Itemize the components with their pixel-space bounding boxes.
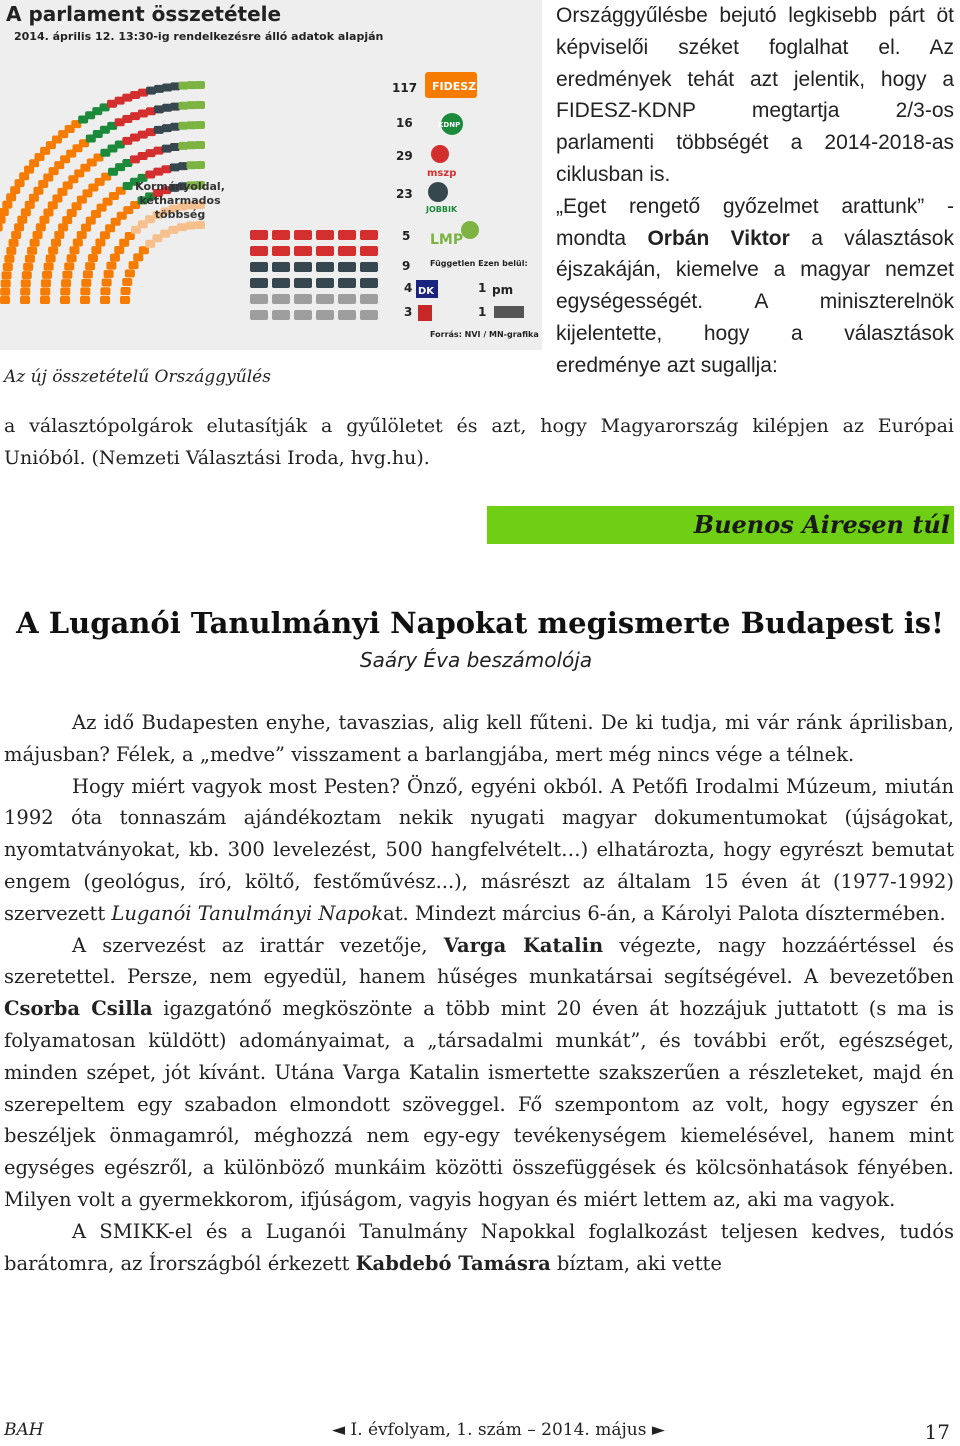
seat-dot <box>195 221 205 229</box>
seat-dot <box>360 230 378 240</box>
right-column-text <box>556 0 954 382</box>
seat-dot <box>81 279 91 287</box>
right-paragraph-2-end: a választások éjszakáján, kiemelve a magyar nemzet egységességét. A miniszterelnök kijelentette, hogy a választások eredménye azt sugallja: <box>556 226 954 377</box>
seat-dot <box>360 294 378 304</box>
seat-dot <box>100 231 110 239</box>
seat-dot <box>0 208 9 216</box>
seat-dot <box>64 262 74 270</box>
seat-dot <box>272 310 290 320</box>
image-caption: Az új összetételű Országgyűlés <box>4 367 271 387</box>
seat-count-kdnp: 16 <box>396 116 413 130</box>
csorba-csilla-name: Csorba Csilla <box>4 997 153 1021</box>
seat-count-jobbik: 23 <box>396 187 413 201</box>
seat-dot <box>2 271 12 279</box>
seat-dot <box>29 194 39 202</box>
seat-dot <box>0 288 10 296</box>
seat-dot <box>250 246 268 256</box>
seat-dot <box>316 278 334 288</box>
seat-dot <box>0 223 3 231</box>
seat-dot <box>2 201 12 209</box>
seat-dot <box>338 278 356 288</box>
article-body <box>4 707 954 1279</box>
seat-dot <box>106 262 116 270</box>
seat-dot <box>88 254 98 262</box>
seat-dot <box>316 294 334 304</box>
seat-dot <box>39 216 49 224</box>
seat-dot <box>14 223 24 231</box>
svg-text:JOBBIK: JOBBIK <box>426 205 458 214</box>
publication-abbrev: BAH <box>4 1420 44 1440</box>
seat-dot <box>338 246 356 256</box>
seat-dot <box>54 231 64 239</box>
article-paragraph-4: A SMIKK-el és a Luganói Tanulmány Napokkal foglalkozást teljesen kedves, tudós barátomra, az Írországból érkezett Kabdebó Tamásra bíztam, aki vette <box>4 1219 954 1275</box>
seat-dot <box>67 209 77 217</box>
seat-dot <box>129 261 139 269</box>
right-paragraph-2-start: „Eget rengető győzelmet arattunk” - mondta <box>556 194 954 250</box>
seat-dot <box>15 179 25 187</box>
seat-dot <box>62 216 72 224</box>
seat-dot <box>360 262 378 272</box>
government-majority-label: Kormányoldal, kétharmados többség <box>135 180 225 221</box>
seat-dot <box>20 288 30 296</box>
page-number: 17 <box>924 1420 950 1444</box>
seat-dot <box>36 223 46 231</box>
seat-count-independent: 9 <box>402 259 411 273</box>
seat-dot <box>272 246 290 256</box>
seat-dot <box>33 231 43 239</box>
seat-dot <box>272 262 290 272</box>
seat-dot <box>316 262 334 272</box>
infographic-subtitle: 2014. április 12. 13:30-ig rendelkezésre álló adatok alapján <box>14 30 384 43</box>
seat-dot <box>77 231 87 239</box>
seat-dot <box>316 310 334 320</box>
seat-dot <box>46 255 56 263</box>
seat-dot <box>62 271 72 279</box>
other-party-logo-2 <box>494 306 524 318</box>
seat-dot <box>294 310 312 320</box>
svg-text:FIDESZ: FIDESZ <box>432 80 477 93</box>
seat-dot <box>23 263 33 271</box>
seat-count-dk: 4 <box>404 281 413 295</box>
seat-dot <box>177 223 187 231</box>
seat-dot <box>43 209 53 217</box>
seat-dot <box>11 231 21 239</box>
seat-dot <box>44 263 54 271</box>
seat-dot <box>272 278 290 288</box>
seat-dot <box>67 254 77 262</box>
seat-count-fidesz: 117 <box>392 81 418 95</box>
independent-label: Független Ezen belül: <box>430 259 528 268</box>
seat-dot <box>195 161 205 169</box>
seat-dot <box>91 246 101 254</box>
seat-dot <box>10 186 20 194</box>
seat-dot <box>272 230 290 240</box>
svg-text:mszp: mszp <box>427 168 457 179</box>
seat-dot <box>80 296 90 304</box>
seat-dot <box>294 246 312 256</box>
seat-dot <box>22 271 32 279</box>
seat-dot <box>338 294 356 304</box>
seat-dot <box>83 270 93 278</box>
seat-dot <box>360 246 378 256</box>
seat-count-mszp: 29 <box>396 149 413 163</box>
seat-dot <box>48 247 58 255</box>
right-paragraph-1: Országgyűlésbe bejutó legkisebb párt öt képviselői széket foglalhat el. Az eredmények tehát azt jelentik, hogy a FIDESZ-KDNP megtartja 2/3-os parlamenti többségét a 2014-2018-as ciklusban is. <box>556 4 954 186</box>
seat-chart <box>0 0 542 350</box>
mszp-rose-icon <box>431 145 449 163</box>
seat-dot <box>250 230 268 240</box>
seat-dot <box>9 239 19 247</box>
seat-dot <box>20 296 30 304</box>
svg-text:KDNP: KDNP <box>438 121 461 129</box>
seat-dot <box>69 246 79 254</box>
page-footer <box>0 1414 960 1444</box>
seat-dot <box>6 247 16 255</box>
article-paragraph-1: Az idő Budapesten enyhe, tavaszias, alig kell fűteni. De ki tudja, mi vár ránk áprilisban, májusban? Félek, a „medve” visszament a barlangjába, mert még nincs vége a télnek. <box>4 711 954 766</box>
seat-dot <box>4 255 14 263</box>
seat-dot <box>21 208 31 216</box>
seat-dot <box>294 278 312 288</box>
seat-dot <box>168 226 178 234</box>
seat-dot <box>125 269 135 277</box>
seat-dot <box>294 262 312 272</box>
seat-dot <box>0 296 10 304</box>
seat-dot <box>121 287 131 295</box>
seat-dot <box>102 279 112 287</box>
seat-dot <box>360 310 378 320</box>
infographic-source: Forrás: NVI / MN-grafika <box>430 330 539 339</box>
infographic-title: A parlament összetétele <box>6 2 282 26</box>
parliament-infographic <box>0 0 542 350</box>
seat-dot <box>21 279 31 287</box>
seat-dot <box>42 271 52 279</box>
seat-dot <box>95 239 105 247</box>
seat-dot <box>40 288 50 296</box>
seat-dot <box>338 310 356 320</box>
seat-dot <box>40 296 50 304</box>
issue-info: ◄ I. évfolyam, 1. szám – 2014. május ► <box>332 1420 665 1440</box>
other-party-logo <box>418 305 432 321</box>
lmp-figure-icon <box>461 221 479 239</box>
party-legend <box>392 72 528 321</box>
jobbik-logo <box>428 182 448 202</box>
seat-dot <box>122 278 132 286</box>
varga-katalin-name: Varga Katalin <box>443 933 604 957</box>
seat-dot <box>114 246 124 254</box>
article-paragraph-3: A szervezést az irattár vezetője, Varga Katalin végezte, nagy hozzáértéssel és szeretettel. Persze, nem egyedül, hanem hűséges munkatársai segítségével. A bevezetőben Csorba Csilla igazgatónő megköszönte a több mint 20 éven át hozzájuk juttatott (s ma is folyamatosan küldött) adományaimat, a „társadalmi munkát”, és további erőt, egészséget, minden szépet, jót kívánt. Utána Varga Katalin ismertette szakszerűen a részleteket, majd én szerepeltem egy szabadon elmondott szöveggel. Fő szempontom az volt, hogy egyszer én beszéljek önmagamról, méghozzá nem egy-egy tevékenységem kiemelésével, hanem mint egységes egészről, a különböző munkáim közötti összefüggések és kölcsönhatások fényében. Milyen volt a gyermekkorom, ifjúságom, vagyis hogyan és miért lettem az, aki ma vagyok. <box>4 933 954 1211</box>
seat-dot <box>338 262 356 272</box>
seat-dot <box>133 253 143 261</box>
seat-dot <box>25 255 35 263</box>
kabdebo-tamas-name: Kabdebó Tamásra <box>355 1251 551 1275</box>
seat-dot <box>110 254 120 262</box>
seat-dot <box>316 230 334 240</box>
lmp-logo: LMP <box>430 232 464 248</box>
seat-count-other: 3 <box>404 305 413 319</box>
seat-dot <box>85 262 95 270</box>
seat-dot <box>80 287 90 295</box>
seat-dot <box>195 121 205 129</box>
seat-dot <box>60 288 70 296</box>
seat-dot <box>195 101 205 109</box>
pm-logo: pm <box>492 283 514 297</box>
seat-dot <box>0 216 6 224</box>
seat-dot <box>41 279 51 287</box>
seat-dot <box>250 262 268 272</box>
seat-dot <box>25 201 35 209</box>
seat-dot <box>360 278 378 288</box>
seat-count-pm: 1 <box>478 281 487 295</box>
seat-dot <box>27 247 37 255</box>
seat-dot <box>100 287 110 295</box>
seat-count-lmp: 5 <box>402 229 411 243</box>
banner-title: Buenos Airesen túl <box>693 510 950 539</box>
seat-dot <box>58 223 68 231</box>
seat-dot <box>186 222 196 230</box>
seat-dot <box>100 296 110 304</box>
seat-dot <box>294 230 312 240</box>
seat-dot <box>51 239 61 247</box>
orban-viktor-name: Orbán Viktor <box>647 226 790 250</box>
article-byline: Saáry Éva beszámolója <box>359 648 593 672</box>
seat-dot <box>48 201 58 209</box>
seat-dot <box>1 279 11 287</box>
seat-dot <box>81 224 91 232</box>
seat-dot <box>195 141 205 149</box>
seat-dot <box>338 230 356 240</box>
seat-dot <box>272 294 290 304</box>
seat-dot <box>60 296 70 304</box>
seat-count-other2: 1 <box>478 305 487 319</box>
article-paragraph-2: Hogy miért vagyok most Pesten? Önző, egyéni okból. A Petőfi Irodalmi Múzeum, miután 1992 óta tonnaszám ajándékoztam nekik nyugati magyar dokumentumokat (újságokat, nyomtatványokat, kb. 300 levelezést, 500 hangfelvételt…) elhatározta, hogy egyrészt bemutat engem (geológus, író, költő, festőművész...), másrészt az általam 15 éven át (1977-1992) szervezett Luganói Tanulmányi Napokat. Mindezt március 6-án, a Károlyi Palota dísztermében. <box>4 774 954 925</box>
seat-dot <box>3 263 13 271</box>
seat-dot <box>250 310 268 320</box>
seat-dot <box>120 296 130 304</box>
seat-dot <box>61 279 71 287</box>
seat-dot <box>17 216 27 224</box>
article-headline: A Luganói Tanulmányi Napokat megismerte Budapest is! <box>16 606 944 640</box>
seat-dot <box>30 239 40 247</box>
seat-dot <box>104 270 114 278</box>
seat-dot <box>250 278 268 288</box>
seat-dot <box>250 294 268 304</box>
seat-dot <box>294 294 312 304</box>
svg-text:DK: DK <box>418 286 435 297</box>
seat-dot <box>316 246 334 256</box>
seat-dot <box>195 81 205 89</box>
full-width-continuation: a választópolgárok elutasítják a gyűlöletet és azt, hogy Magyarország kilépjen az Európai Unióból. (Nemzeti Választási Iroda, hvg.hu). <box>4 415 954 469</box>
seat-dot <box>73 239 83 247</box>
seat-dot <box>6 193 16 201</box>
section-banner <box>487 506 954 544</box>
